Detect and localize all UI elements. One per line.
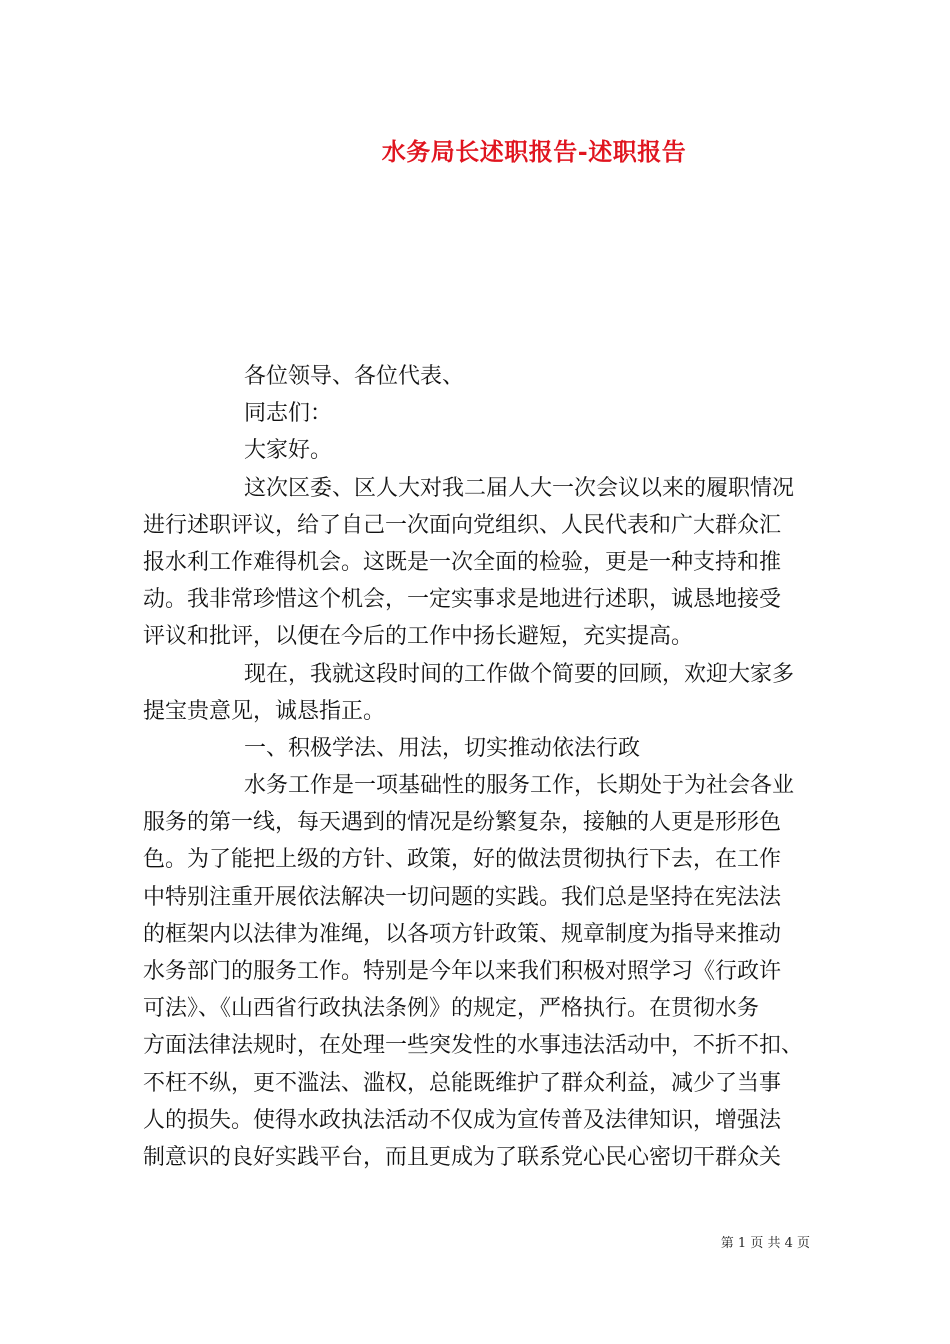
text-line: 可法》、《山西省行政执法条例》的规定，严格执行。在贯彻水务 <box>143 996 760 1022</box>
text-line: 同志们： <box>244 401 333 427</box>
text-line: 提宝贵意见，诚恳指正。 <box>143 698 386 724</box>
text-line: 水务工作是一项基础性的服务工作，长期处于为社会各业 <box>244 773 795 799</box>
text-line: 各位领导、各位代表、 <box>244 364 465 389</box>
document-title: 水务局长述职报告-述职报告 <box>381 137 687 166</box>
text-line: 动。我非常珍惜这个机会，一定实事求是地进行述职，诚恳地接受 <box>143 587 782 613</box>
text-line: 色。为了能把上级的方针、政策，好的做法贯彻执行下去，在工作 <box>143 847 782 873</box>
text-line: 进行述职评议，给了自己一次面向党组织、人民代表和广大群众汇 <box>143 512 782 538</box>
text-line: 不枉不纵，更不滥法、滥权，总能既维护了群众利益，减少了当事 <box>143 1070 782 1096</box>
text-line: 评议和批评，以便在今后的工作中扬长避短，充实提高。 <box>143 624 694 650</box>
page-number: 第 1 页 共 4 页 <box>720 1236 810 1251</box>
text-line: 的框架内以法律为准绳，以各项方针政策、规章制度为指导来推动 <box>143 921 782 947</box>
text-line: 方面法律法规时，在处理一些突发性的水事违法活动中，不折不扣、 <box>143 1033 804 1059</box>
text-line: 报水利工作难得机会。这既是一次全面的检验，更是一种支持和推 <box>143 549 782 575</box>
text-line: 这次区委、区人大对我二届人大一次会议以来的履职情况 <box>244 475 795 501</box>
text-line: 人的损失。使得水政执法活动不仅成为宣传普及法律知识，增强法 <box>143 1107 782 1133</box>
text-line: 一、积极学法、用法，切实推动依法行政 <box>244 735 641 761</box>
text-line: 制意识的良好实践平台，而且更成为了联系党心民心密切干群众关 <box>143 1144 782 1170</box>
text-line: 现在，我就这段时间的工作做个简要的回顾，欢迎大家多 <box>244 661 795 687</box>
text-line: 服务的第一线，每天遇到的情况是纷繁复杂，接触的人更是形形色 <box>143 810 782 836</box>
text-line: 大家好。 <box>244 438 333 464</box>
text-line: 中特别注重开展依法解决一切问题的实践。我们总是坚持在宪法法 <box>143 884 782 910</box>
document-body <box>143 358 807 1176</box>
text-line: 水务部门的服务工作。特别是今年以来我们积极对照学习《行政许 <box>143 959 782 984</box>
